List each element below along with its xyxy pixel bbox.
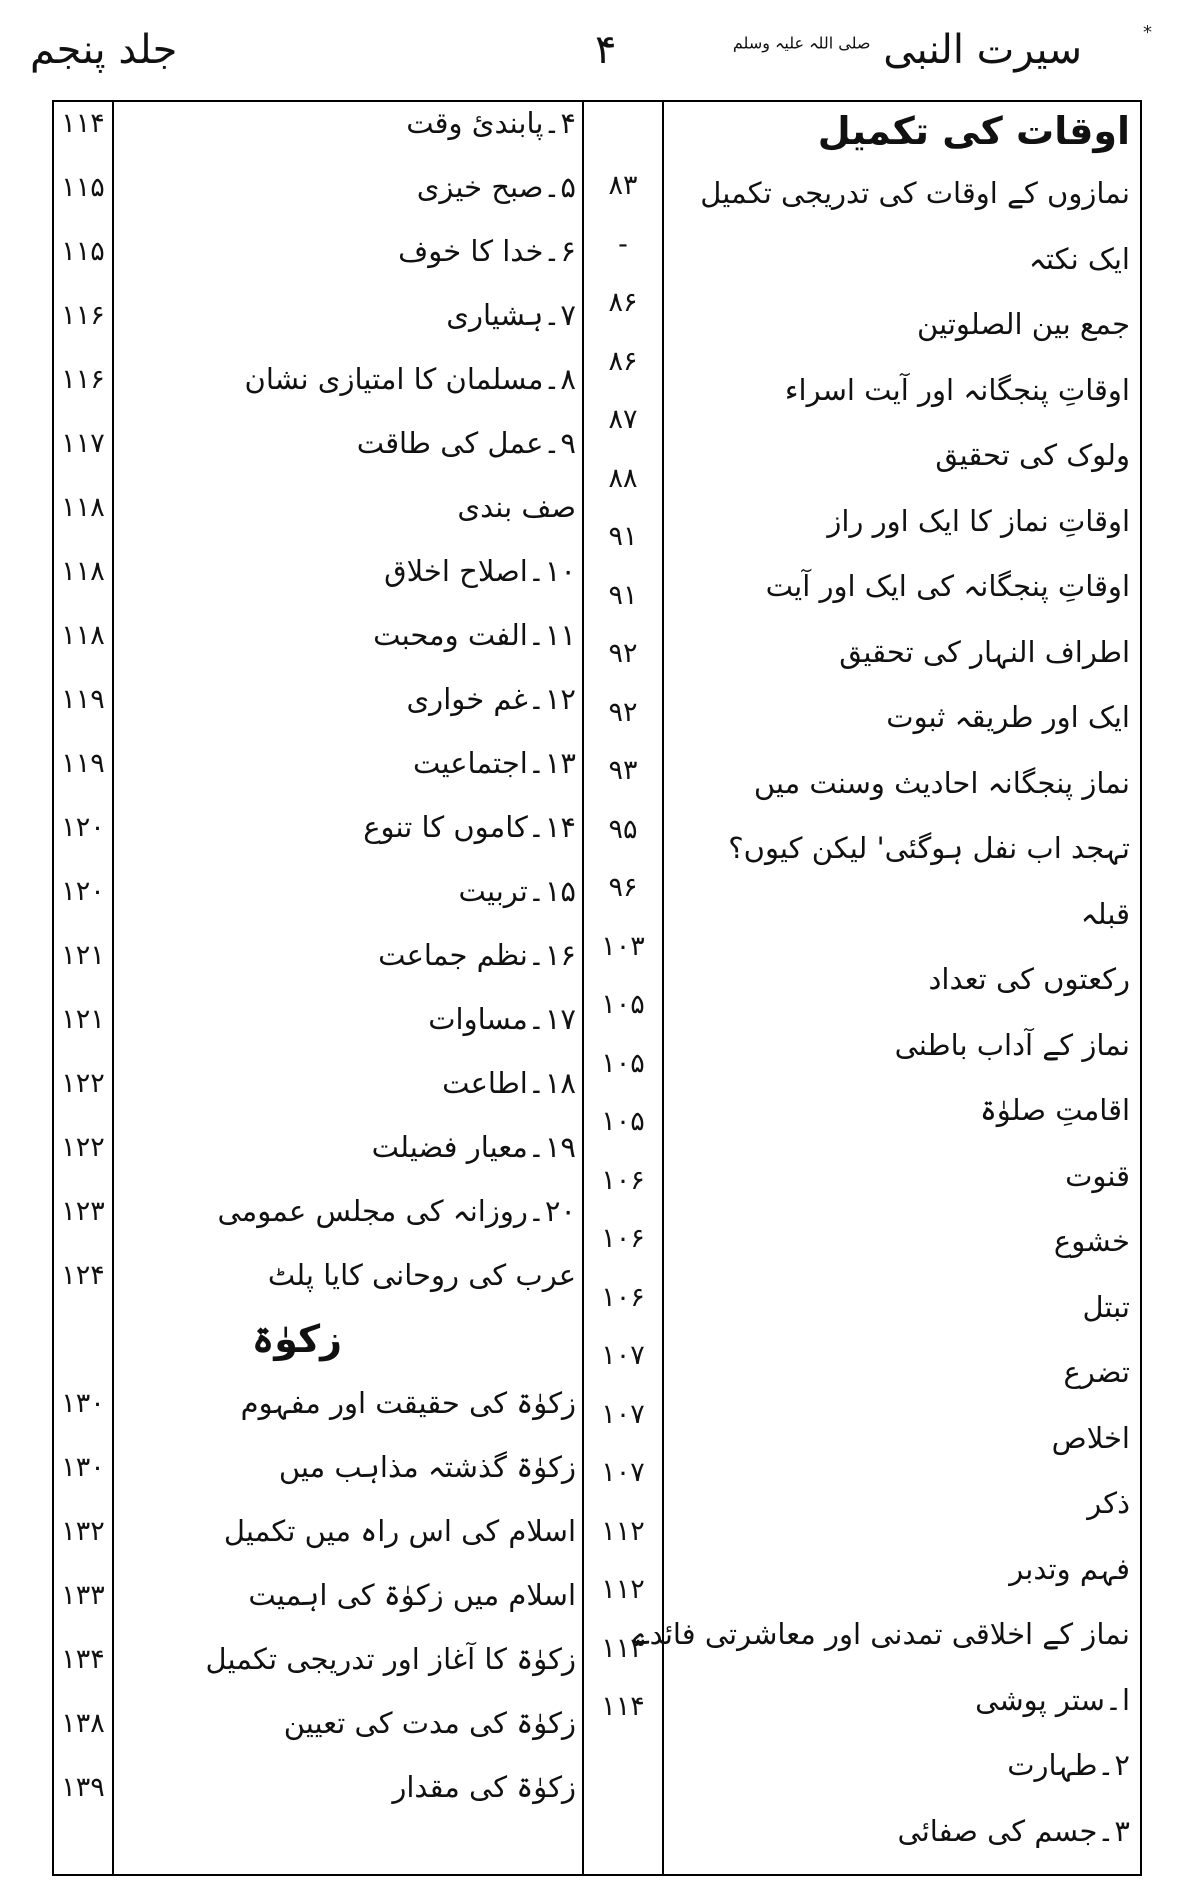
- right-page-number-text: ۸۷: [608, 404, 638, 435]
- left-page-number: [54, 684, 112, 744]
- left-page-number-text: ۱۳۴: [61, 1644, 105, 1675]
- right-page-number-text: ۱۰۵: [601, 1047, 645, 1079]
- right-topic-entry: [664, 694, 1136, 754]
- left-page-number: [54, 1004, 112, 1064]
- right-page-number: [584, 697, 662, 757]
- left-page-number-text: ۱۳۹: [61, 1772, 105, 1803]
- left-topic-entry: [114, 484, 582, 544]
- right-topic-entry: [664, 1415, 1136, 1475]
- right-topic-entry-text: نماز پنجگانہ احادیث وسنت میں: [753, 765, 1130, 800]
- right-page-number-text: ۱۰۶: [601, 1223, 645, 1254]
- left-page-number: [54, 172, 112, 232]
- right-page-number: [584, 1223, 662, 1283]
- right-page-number: [584, 931, 662, 991]
- left-topic-entry-text: ۲۰۔روزانہ کی مجلس عمومی: [217, 1194, 576, 1228]
- left-page-number-text: ۱۲۴: [61, 1260, 105, 1291]
- right-topic-entry-text: اطراف النہار کی تحقیق: [839, 634, 1130, 669]
- right-page-number-text: ۹۱: [608, 521, 638, 552]
- right-topic-entry-text: نماز کے آداب باطنی: [894, 1027, 1130, 1062]
- left-page-number-text: ۱۳۲: [61, 1516, 105, 1547]
- right-topic-entry: [664, 629, 1136, 689]
- left-page-number-text: ۱۲۲: [61, 1068, 105, 1099]
- right-topic-entry: [664, 1022, 1136, 1082]
- left-topic-entry: [114, 1572, 582, 1632]
- left-topic-entry-text: ۱۵۔تربیت: [458, 874, 576, 908]
- right-page-number: [584, 1106, 662, 1166]
- left-page-number-text: ۱۲۱: [61, 1004, 105, 1035]
- right-page-number-text: ۱۰۷: [601, 1340, 645, 1371]
- right-topic-list: [632, 100, 1136, 1872]
- right-topic-entry: [664, 1546, 1136, 1606]
- left-topic-entry: [114, 740, 582, 800]
- left-topic-entry: [114, 1700, 582, 1760]
- left-page-numbers: [54, 100, 112, 1872]
- right-topic-entry-text: ا۔ستر پوشی: [975, 1682, 1130, 1717]
- right-page-number: [584, 638, 662, 698]
- left-page-number: [54, 1708, 112, 1768]
- left-page-number-text: ۱۱۵: [61, 236, 105, 267]
- left-page-number: [54, 1324, 112, 1384]
- left-topic-entry-text: ۱۳۔اجتماعیت: [412, 746, 576, 780]
- left-topic-entry-text: ۸۔مسلمان کا امتیازی نشان: [244, 362, 576, 396]
- right-topic-entry: [664, 1808, 1136, 1868]
- right-topic-entry: [664, 956, 1136, 1016]
- left-topic-entry: [114, 612, 582, 672]
- right-page-number-text: ۹۵: [608, 813, 638, 845]
- left-page-number-text: ۱۳۰: [61, 1388, 105, 1419]
- left-page-number: [54, 1772, 112, 1832]
- right-page-number-text: ۱۰۶: [601, 1164, 645, 1196]
- left-page-number: [54, 428, 112, 488]
- left-topic-entry: [114, 1508, 582, 1568]
- left-page-number: [54, 1452, 112, 1512]
- left-topic-entry: [114, 1060, 582, 1120]
- left-page-number: [54, 364, 112, 424]
- right-topic-entry-text: رکعتوں کی تعداد: [928, 962, 1130, 996]
- left-topic-entry: [114, 1316, 582, 1376]
- right-page-number: [584, 521, 662, 581]
- left-topic-entry: [114, 420, 582, 480]
- right-page-number: [584, 755, 662, 815]
- page-number: ۴: [595, 27, 617, 73]
- left-topic-entry-text: عرب کی روحانی کایا پلٹ: [267, 1258, 576, 1292]
- left-topic-entry: [114, 1252, 582, 1312]
- left-topic-entry: [114, 548, 582, 608]
- left-topic-entry-text: ۴۔پابندیٔ وقت: [406, 106, 576, 140]
- right-page-number-text: ۸۳: [608, 170, 638, 201]
- left-topic-entry-text: صف بندی: [457, 490, 576, 524]
- right-topic-entry: [664, 825, 1136, 885]
- left-page-number: [54, 1644, 112, 1704]
- right-page-number-text: ۱۰۷: [601, 1398, 645, 1430]
- left-page-number: [54, 812, 112, 872]
- right-topic-entry: [664, 170, 1136, 230]
- honorific: صلی اللہ علیہ وسلم: [732, 33, 871, 53]
- right-topic-entry: [664, 563, 1136, 623]
- left-topic-entry: [114, 1124, 582, 1184]
- left-topic-entry-text: ۱۷۔مساوات: [428, 1002, 576, 1036]
- left-topic-entry-text: زکوٰۃ کی مقدار: [392, 1770, 576, 1804]
- right-topic-entry-text: قنوت: [1065, 1158, 1130, 1193]
- left-page-number: [54, 236, 112, 296]
- right-page-number-text: ۹۳: [608, 755, 638, 786]
- left-topic-entry: [114, 804, 582, 864]
- left-topic-entry: [114, 1636, 582, 1696]
- left-topic-entry-text: ۱۶۔نظم جماعت: [378, 938, 576, 972]
- right-page-number-text: ۱۰۷: [601, 1457, 645, 1488]
- right-topic-entry-text: ۳۔جسم کی صفائی: [897, 1813, 1130, 1848]
- left-page-number-text: ۱۲۱: [61, 940, 105, 971]
- right-topic-entry-text: اوقاتِ نماز کا ایک اور راز: [827, 503, 1130, 538]
- section-heading: [664, 108, 1136, 168]
- right-page-number: [584, 404, 662, 464]
- left-topic-entry-text: ۵۔صبح خیزی: [416, 170, 576, 204]
- left-topic-entry-text: زکوٰۃ: [251, 1317, 342, 1361]
- left-topic-entry-text: ۱۹۔معیار فضیلت: [371, 1130, 576, 1164]
- left-topic-entry-text: ۱۸۔اطاعت: [442, 1066, 576, 1100]
- left-page-number-text: ۱۲۰: [61, 876, 105, 907]
- right-topic-entry-text: ایک نکتہ: [1028, 241, 1130, 276]
- left-page-number-text: ۱۱۸: [61, 492, 105, 523]
- left-topic-entry-text: ۹۔عمل کی طاقت: [356, 426, 576, 460]
- book-title-text: سیرت النبی: [883, 27, 1082, 73]
- right-topic-entry-text: نمازوں کے اوقات کی تدریجی تکمیل: [700, 176, 1130, 210]
- left-page-number-text: ۱۳۰: [61, 1452, 105, 1483]
- right-topic-entry-text: ولوک کی تحقیق: [935, 438, 1130, 472]
- left-page-number: [54, 1580, 112, 1640]
- right-page-number-text: ۱۰۳: [601, 930, 645, 962]
- right-topic-entry-text: تہجد اب نفل ہوگئی' لیکن کیوں؟: [728, 831, 1130, 865]
- left-page-number-text: ۱۱۴: [61, 108, 105, 139]
- right-page-number-text: ۱۱۴: [601, 1691, 645, 1722]
- left-page-number: [54, 300, 112, 360]
- left-page-number: [54, 1068, 112, 1128]
- right-topic-entry-text: خشوع: [1053, 1224, 1130, 1258]
- left-page-number: [54, 876, 112, 936]
- right-topic-entry: [664, 1742, 1136, 1802]
- right-page-number-text: ۱۰۶: [601, 1281, 645, 1313]
- right-topic-entry: [664, 1349, 1136, 1409]
- left-topic-entry-text: زکوٰۃ گذشتہ مذاہب میں: [278, 1450, 576, 1484]
- book-title: [732, 27, 1082, 73]
- left-page-number-text: ۱۱۸: [61, 620, 105, 651]
- right-page-number: [584, 1165, 662, 1225]
- right-page-number-text: ۹۲: [608, 638, 638, 669]
- right-page-number-text: -: [618, 228, 628, 260]
- right-page-number: [584, 229, 662, 289]
- right-page-number-text: ۹۶: [608, 872, 638, 903]
- left-topic-entry: [114, 868, 582, 928]
- right-page-numbers: [584, 100, 662, 1872]
- right-topic-entry-text: تبتل: [1082, 1289, 1130, 1324]
- right-topic-entry-text: فہم وتدبر: [1009, 1551, 1130, 1586]
- left-page-number: [54, 108, 112, 168]
- left-page-number-text: ۱۳۳: [61, 1580, 105, 1611]
- left-page-number-text: ۱۱۸: [61, 556, 105, 587]
- left-topic-entry: [114, 100, 582, 160]
- right-page-number-text: ۱۱۲: [601, 1515, 645, 1547]
- right-page-number: [584, 1399, 662, 1459]
- right-page-number-text: ۱۱۲: [601, 1574, 645, 1605]
- left-topic-entry-text: زکوٰۃ کی حقیقت اور مفہوم: [240, 1386, 576, 1420]
- left-page-number: [54, 556, 112, 616]
- left-topic-entry-text: ۱۲۔غم خواری: [406, 682, 576, 716]
- right-topic-entry: [632, 1611, 1136, 1671]
- left-page-number: [54, 940, 112, 1000]
- right-page-number-text: ۱۱۳: [601, 1632, 645, 1664]
- volume-label: جلد پنجم: [30, 27, 178, 73]
- left-page-number-text: ۱۱۹: [61, 748, 105, 779]
- right-topic-entry: [664, 367, 1136, 427]
- right-topic-entry: [664, 498, 1136, 558]
- right-page-number: [584, 1516, 662, 1576]
- right-page-number-text: ۸۶: [608, 345, 638, 377]
- right-topic-entry-text: ۲۔طہارت: [1007, 1748, 1130, 1782]
- right-page-number: [584, 463, 662, 523]
- right-topic-entry-text: اقامتِ صلوٰۃ: [979, 1093, 1130, 1127]
- right-topic-entry: [664, 1153, 1136, 1213]
- right-page-number-text: ۱۰۵: [601, 989, 645, 1020]
- left-page-number-text: ۱۱۶: [61, 300, 105, 331]
- right-topic-entry: [664, 1218, 1136, 1278]
- left-topic-entry: [114, 676, 582, 736]
- right-topic-entry-text: اخلاص: [1051, 1420, 1130, 1455]
- right-page-number: [584, 872, 662, 932]
- left-topic-entry-text: اسلام کی اس راہ میں تکمیل: [223, 1514, 576, 1548]
- right-page-number: [584, 1340, 662, 1400]
- left-page-number-text: ۱۲۰: [61, 812, 105, 843]
- right-topic-entry-text: اوقاتِ پنجگانہ کی ایک اور آیت: [765, 569, 1130, 603]
- right-topic-entry: [664, 891, 1136, 951]
- right-topic-entry: [664, 760, 1136, 820]
- right-topic-entry: [664, 236, 1136, 296]
- right-topic-entry: [664, 432, 1136, 492]
- right-topic-entry: [664, 301, 1136, 361]
- right-topic-entry-text: تضرع: [1063, 1355, 1130, 1389]
- left-topic-entry: [114, 996, 582, 1056]
- right-topic-entry: [664, 1087, 1136, 1147]
- left-topic-entry-text: ۱۰۔اصلاح اخلاق: [384, 554, 576, 588]
- left-topic-entry-text: ۷۔ہشیاری: [446, 298, 576, 332]
- left-page-number: [54, 1196, 112, 1256]
- right-page-number: [584, 1282, 662, 1342]
- left-topic-entry-text: ۱۱۔الفت ومحبت: [373, 618, 576, 652]
- left-page-number: [54, 1388, 112, 1448]
- left-topic-entry-text: ۶۔خدا کا خوف: [398, 234, 576, 268]
- left-page-number: [54, 1516, 112, 1576]
- left-topic-entry: [114, 292, 582, 352]
- right-topic-entry-text: نماز کے اخلاقی تمدنی اور معاشرتی فائدے: [632, 1617, 1130, 1651]
- right-page-number: [584, 346, 662, 406]
- right-page-number-text: ۱۰۵: [601, 1106, 645, 1137]
- right-page-number: [584, 580, 662, 640]
- left-page-number: [54, 492, 112, 552]
- left-topic-entry-text: زکوٰۃ کا آغاز اور تدریجی تکمیل: [205, 1642, 576, 1676]
- right-page-number: [584, 1633, 662, 1693]
- left-page-number-text: ۱۲۲: [61, 1132, 105, 1163]
- right-topic-entry-text: ایک اور طریقہ ثبوت: [886, 700, 1130, 734]
- right-page-number: [584, 170, 662, 230]
- left-topic-entry: [114, 1380, 582, 1440]
- right-page-number: [584, 1691, 662, 1751]
- left-page-number-text: ۱۱۵: [61, 172, 105, 203]
- left-topic-entry: [114, 356, 582, 416]
- left-topic-entry: [114, 1764, 582, 1824]
- section-heading-text: اوقات کی تکمیل: [817, 109, 1130, 153]
- left-page-number-text: ۱۱۹: [61, 684, 105, 715]
- left-topic-entry: [114, 228, 582, 288]
- left-page-number: [54, 620, 112, 680]
- right-page-number-text: ۸۶: [608, 287, 638, 318]
- left-page-number-text: ۱۱۷: [61, 428, 105, 459]
- left-topic-entry: [114, 1188, 582, 1248]
- right-page-number: [584, 287, 662, 347]
- left-page-number-text: ۱۲۳: [61, 1196, 105, 1227]
- left-topic-entry-text: اسلام میں زکوٰۃ کی اہمیت: [248, 1578, 576, 1612]
- right-page-number: [584, 1457, 662, 1517]
- left-topic-entry: [114, 932, 582, 992]
- left-page-number-text: ۱۱۶: [61, 364, 105, 395]
- right-topic-entry-text: جمع بین الصلوتین: [917, 307, 1130, 341]
- right-topic-entry-text: ذکر: [1087, 1486, 1130, 1520]
- right-topic-entry-text: قبلہ: [1080, 896, 1130, 931]
- right-page-number: [584, 989, 662, 1049]
- left-topic-list: [114, 100, 582, 1872]
- left-topic-entry-text: زکوٰۃ کی مدت کی تعیین: [283, 1706, 576, 1740]
- left-page-number: [54, 748, 112, 808]
- left-topic-entry: [114, 1444, 582, 1504]
- left-page-number: [54, 1132, 112, 1192]
- left-page-number-text: ۱۳۸: [61, 1708, 105, 1739]
- right-page-number: [584, 1574, 662, 1634]
- left-topic-entry: [114, 164, 582, 224]
- right-page-number-text: ۹۲: [608, 696, 638, 728]
- right-page-number: [584, 1048, 662, 1108]
- left-topic-entry-text: ۱۴۔کاموں کا تنوع: [363, 810, 576, 844]
- right-topic-entry: [664, 1480, 1136, 1540]
- right-topic-entry-text: اوقاتِ پنجگانہ اور آیت اسراء: [784, 372, 1130, 407]
- left-page-number: [54, 1260, 112, 1320]
- right-page-number-text: ۹۱: [608, 579, 638, 611]
- right-topic-entry: [664, 1677, 1136, 1737]
- right-page-number: [584, 814, 662, 874]
- right-page-number-text: ۸۸: [608, 462, 638, 494]
- right-topic-entry: [664, 1284, 1136, 1344]
- margin-mark: *: [1143, 22, 1152, 43]
